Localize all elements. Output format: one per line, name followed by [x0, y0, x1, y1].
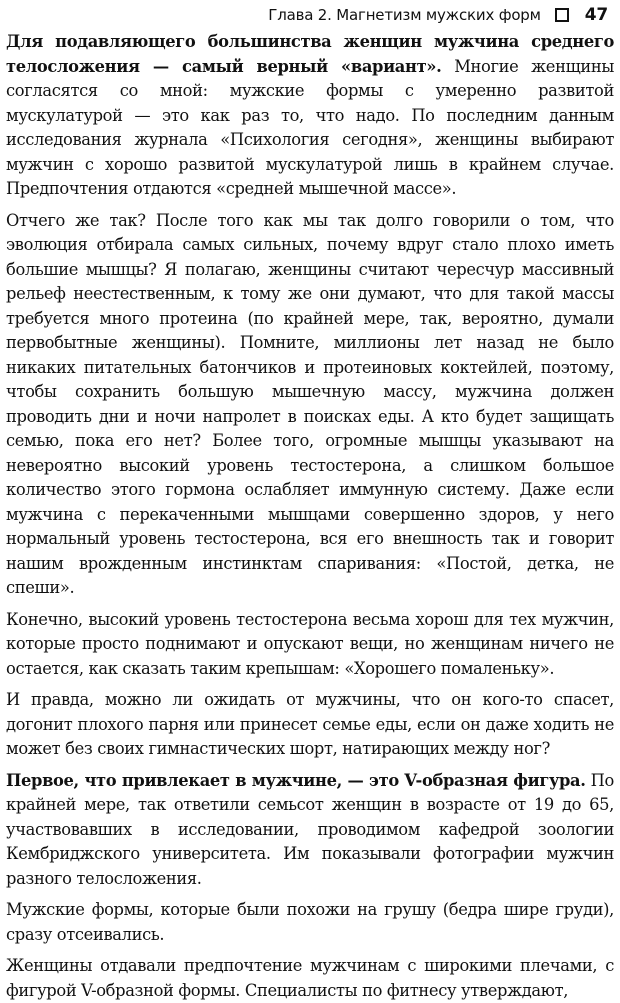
paragraph-2-text: Отчего же так? После того как мы так долго говорили о том, что эволюция отбирала самых сильных, почему вдруг стало плохо иметь большие мышцы? Я полагаю, женщины считают чересчур массивный рельеф неестественным, к тому же они думают, что для такой массы требуется много протеина (по крайней мере, так, вероятно, думали первобытные женщины). Помните, миллионы лет назад не было никаких питательных батончиков и протеиновых коктейлей, поэтому, чтобы сохранить большую мышечную массу, мужчина должен проводить дни и ночи напролет в поисках еды. А кто будет защищать семью, пока его нет? Более того, огромные мышцы указывают на невероятно высокий уровень тестостерона, а слишком большое количество этого гормона ослабляет иммунную систему. Даже если мужчина с перекаченными мышцами совершенно здоров, у него нормальный уровень тестостерона, вся его внешность так и говорит нашим врожденным инстинктам спаривания: «Постой, детка, не спеши». [6, 210, 614, 597]
page-number: 47 [584, 5, 608, 25]
paragraph-6 [6, 898, 614, 947]
chapter-title: Глава 2. Магнетизм мужских форм [268, 6, 541, 24]
paragraph-1 [6, 30, 614, 202]
paragraph-4-text: И правда, можно ли ожидать от мужчины, что он кого-то спасет, догонит плохого парня или принесет семье еды, если он даже ходить не может без своих гимнастических шорт, натирающих между ног? [6, 690, 614, 758]
page-body [6, 30, 614, 1003]
paragraph-4 [6, 688, 614, 762]
paragraph-7-text: Женщины отдавали предпочтение мужчинам с широкими плечами, с фигурой V-образной формы. Специалисты по фитнесу утверждают, [6, 956, 614, 1000]
paragraph-3-text: Конечно, высокий уровень тестостерона весьма хорош для тех мужчин, которые просто поднимают и опускают вещи, но женщинам ничего не остается, как сказать таким крепышам: «Хорошего помаленьку». [6, 609, 614, 678]
paragraph-5-text: По крайней мере, так ответили семьсот женщин в возрасте от 19 до 65, участвовавших в исследовании, проводимом кафедрой зоологии Кембриджского университета. Им показывали фотографии мужчин разного телосложения. [6, 770, 614, 888]
paragraph-3 [6, 608, 614, 682]
paragraph-7 [6, 954, 614, 1003]
square-bullet-icon [555, 8, 569, 22]
running-header [6, 0, 614, 30]
paragraph-5 [6, 769, 614, 892]
paragraph-5-lead: Первое, что привлекает в мужчине, — это V-образная фигура. [6, 770, 586, 790]
paragraph-6-text: Мужские формы, которые были похожи на грушу (бедра шире груди), сразу отсеивались. [6, 900, 614, 944]
paragraph-2 [6, 209, 614, 601]
paragraph-1-text: Многие женщины согласятся со мной: мужские формы с умеренно развитой мускулатурой — это как раз то, что надо. По последним данным исследования журнала «Психология сегодня», женщины выбирают мужчин с хорошо развитой мускулатурой лишь в крайнем случае. Предпочтения отдаются «средней мышечной массе». [6, 56, 614, 198]
paragraph-1-lead: Для подавляющего большинства женщин мужчина среднего телосложения — самый верный «вариант». [6, 32, 614, 76]
